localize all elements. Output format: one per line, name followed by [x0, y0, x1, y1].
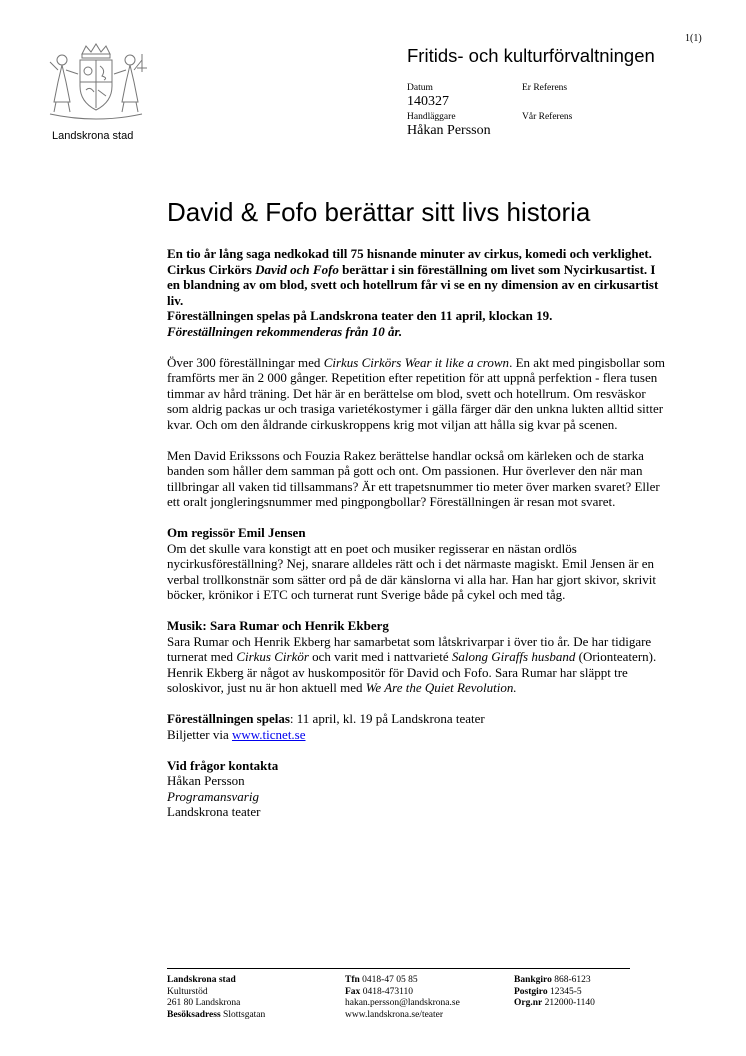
ticnet-link[interactable]: www.ticnet.se [231, 726, 306, 742]
intro-age-line: Föreställningen rekommenderas från 10 år. [167, 323, 403, 339]
handlaggare-value: Håkan Persson [407, 123, 491, 138]
tickets-line: Biljetter via www.ticnet.se [167, 726, 306, 742]
var-referens-label: Vår Referens [522, 112, 573, 122]
footer-col-contact: Tfn 0418-47 05 85 Fax 0418-473110 hakan.persson@landskrona.se www.landskrona.se/teater [345, 975, 460, 1020]
director-body: Om det skulle vara konstigt att en poet och musiker regisserar en nästan ordlös nycirkusföreställning? Nej, snarare alldeles rätt och i det närmaste magiskt. Emil Jensen är en verbal trollkonstnär som sätter ord på de där känslorna vi alla har. Han har gjort skivor, skrivit böcker, krönikor i ETC och turnerat runt Sverige både på cykel och med tåg. [167, 540, 657, 602]
document-body [167, 246, 667, 820]
paragraph-2: Men David Erikssons och Fouzia Rakez berättelse handlar också om kärleken och de starka banden som håller dem samman på gott och ont. Om passionen. Hur överlever den när man tillbringar all vaken tid tillsammans? Är ett trapetsnummer tio meter över marken svaret? Eller ett oralt jongleringsnummer med pingpongbollar? Föreställningen är resan mot svaret. [167, 447, 660, 509]
er-referens-label: Er Referens [522, 83, 568, 93]
logo-name: Landskrona stad [52, 130, 134, 142]
footer-divider [167, 968, 630, 969]
footer-col-bank: Bankgiro 868-6123 Postgiro 12345-5 Org.nr 212000-1140 [514, 975, 595, 1008]
paragraph-1: Över 300 föreställningar med Cirkus Cirkörs Wear it like a crown. En akt med pingisbollar som framförts mer än 2 000 gånger. Repetition efter repetition för att uppnå perfektion - flera tusen timmar av hård träning. Det här är en berättelse om blod, svett och hotellrum. Om resväskor som aldrig packas ur och trasiga varietékostymer i gälla färger där den unkna lukten alltid sitter kvar. Och om den åldrande cirkuskroppens krig mot viljan att hålla sig kvar på scenen. [167, 354, 666, 432]
footer-email: hakan.persson@landskrona.se [345, 998, 460, 1008]
contact-org: Landskrona teater [167, 804, 261, 819]
contact-heading: Vid frågor kontakta [167, 757, 279, 773]
director-heading: Om regissör Emil Jensen [167, 525, 306, 540]
contact-role: Programansvarig [167, 788, 259, 804]
music-heading: Musik: Sara Rumar och Henrik Ekberg [167, 618, 389, 633]
handlaggare-label: Handläggare [407, 112, 456, 122]
page-title: David & Fofo berättar sitt livs historia [167, 197, 591, 227]
performance-line: Föreställningen spelas: 11 april, kl. 19 på Landskrona teater [167, 711, 485, 726]
intro-performance-line: Föreställningen spelas på Landskrona teater den 11 april, klockan 19. [167, 308, 553, 323]
datum-value: 140327 [407, 94, 449, 109]
contact-name: Håkan Persson [167, 773, 245, 788]
department-name: Fritids- och kulturförvaltningen [407, 45, 655, 66]
footer-col-address: Landskrona stad Kulturstöd 261 80 Landskrona Besöksadress Slottsgatan [167, 975, 266, 1020]
logo [40, 40, 152, 142]
coat-of-arms-icon [44, 40, 148, 126]
intro-paragraph: En tio år lång saga nedkokad till 75 hisnande minuter av cirkus, komedi och verklighet. Cirkus Cirkörs David och Fofo berättar i sin föreställning om livet som Nycirkusartist. I en blandning av om blod, svett och hotellrum får vi se en ny dimension av en cirkusartist liv. [167, 246, 659, 308]
page-number: 1(1) [685, 33, 702, 44]
music-body: Sara Rumar och Henrik Ekberg har samarbetat som låtskrivarpar i över tio år. De har tidigare turnerat med Cirkus Cirkör och varit med i nattvarieté Salong Giraffs husband (Orionteatern). Henrik Ekberg är något av huskompositör för David och Fofo. Sara Rumar har släppt tre soloskivor, just nu är hon aktuell med We Are the Quiet Revolution. [167, 633, 657, 695]
datum-label: Datum [407, 83, 433, 93]
footer-web: www.landskrona.se/teater [345, 1009, 444, 1020]
